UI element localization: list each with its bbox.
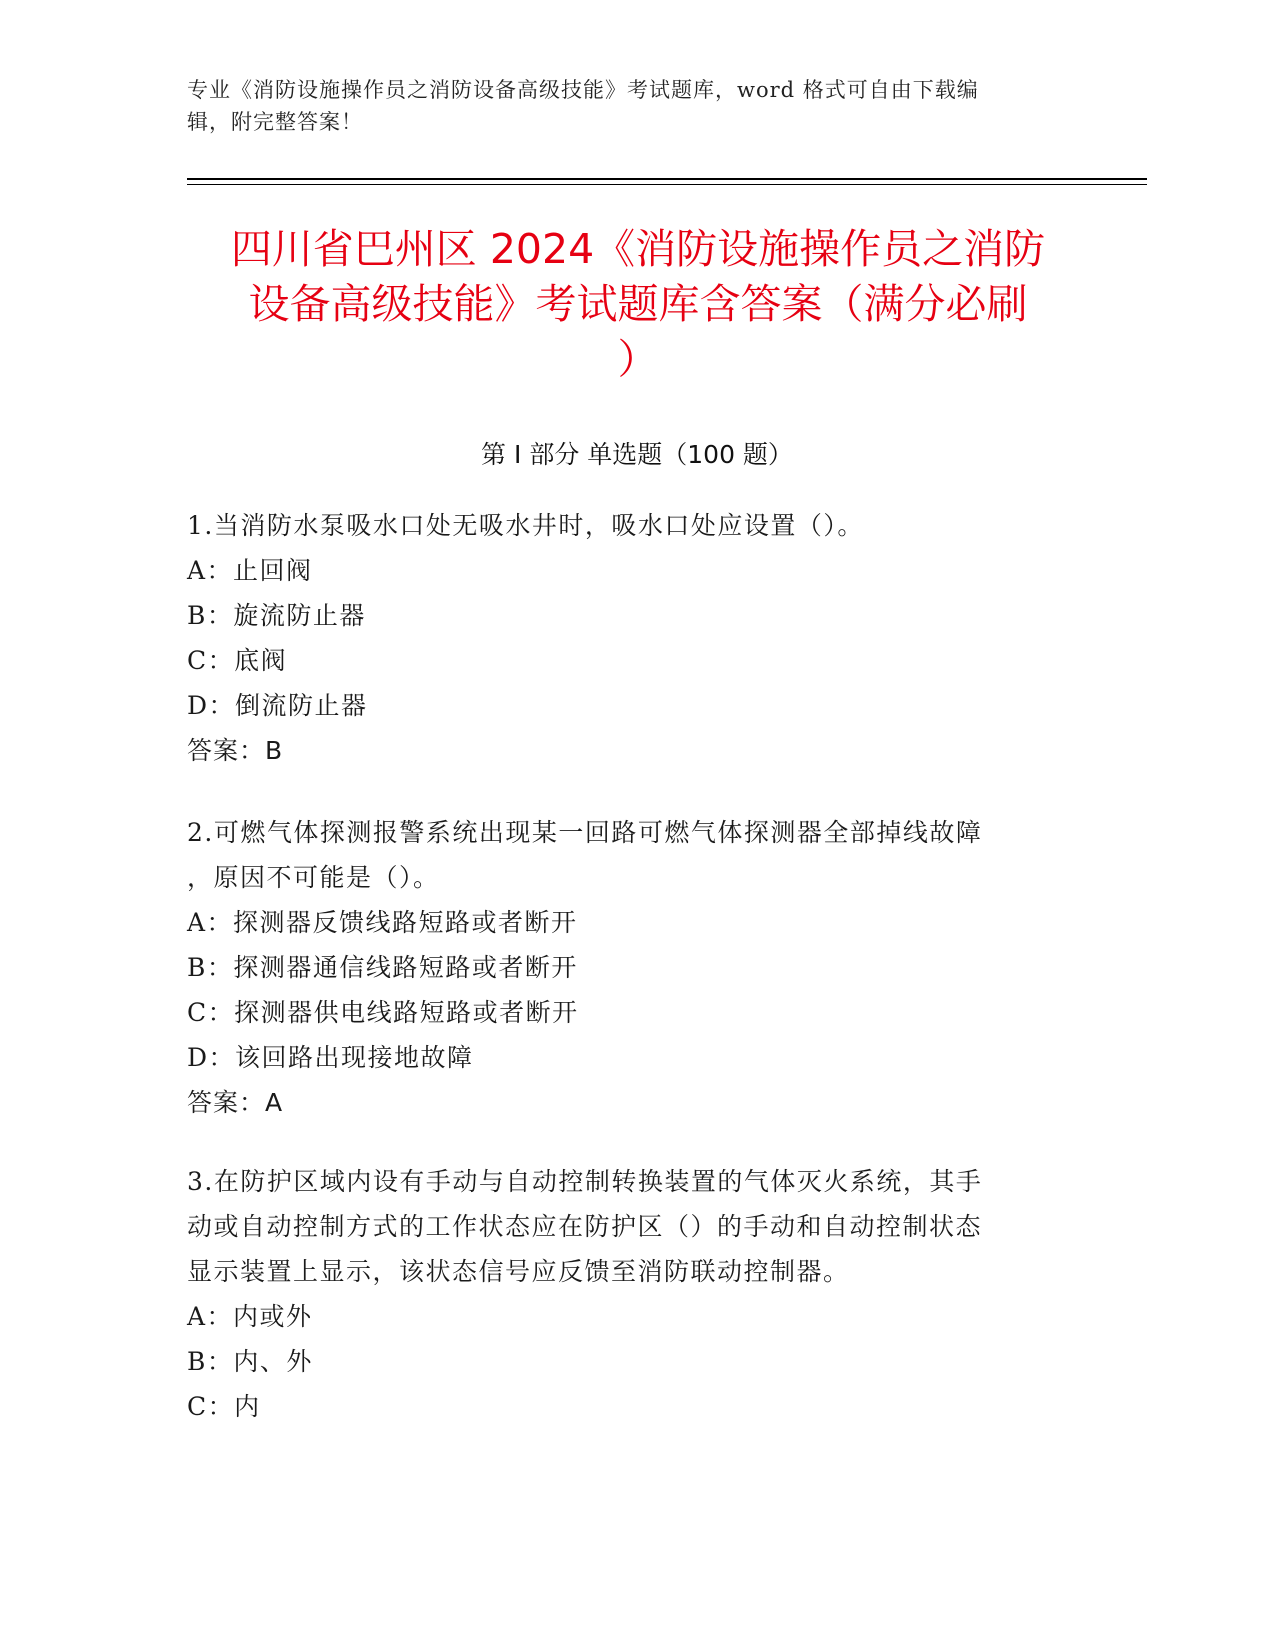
- option-a: A：内或外: [187, 1302, 313, 1331]
- question-text-line-2: 动或自动控制方式的工作状态应在防护区（）的手动和自动控制状态: [187, 1212, 983, 1241]
- answer: 答案：B: [187, 736, 284, 765]
- option-d: D：该回路出现接地故障: [187, 1043, 474, 1072]
- question-text: 1.当消防水泵吸水口处无吸水井时，吸水口处应设置（）。: [187, 511, 864, 540]
- document-title-line-1: 四川省巴州区 2024《消防设施操作员之消防: [230, 225, 1046, 273]
- question-text-line-1: 2.可燃气体探测报警系统出现某一回路可燃气体探测器全部掉线故障: [187, 818, 983, 847]
- question-3: [187, 1159, 1067, 1429]
- header-divider-thick: [187, 178, 1147, 180]
- header-note: [187, 74, 1067, 138]
- option-c: C：探测器供电线路短路或者断开: [187, 998, 579, 1027]
- option-c: C：内: [187, 1392, 261, 1421]
- question-text-line-1: 3.在防护区域内设有手动与自动控制转换装置的气体灭火系统，其手: [187, 1167, 983, 1196]
- header-note-line-1: 专业《消防设施操作员之消防设备高级技能》考试题库，word 格式可自由下载编: [187, 78, 979, 102]
- option-a: A：止回阀: [187, 556, 313, 585]
- header-divider-thin: [187, 184, 1147, 185]
- header-note-line-2: 辑，附完整答案！: [187, 110, 363, 134]
- question-1: [187, 503, 1067, 773]
- section-heading: 第 I 部分 单选题（100 题）: [481, 440, 793, 469]
- option-b: B：内、外: [187, 1347, 313, 1376]
- question-2: [187, 810, 1067, 1125]
- document-title: [170, 222, 1106, 387]
- question-text-line-3: 显示装置上显示，该状态信号应反馈至消防联动控制器。: [187, 1257, 850, 1286]
- option-b: B：旋流防止器: [187, 601, 366, 630]
- option-b: B：探测器通信线路短路或者断开: [187, 953, 578, 982]
- option-c: C：底阀: [187, 646, 288, 675]
- document-title-line-2: 设备高级技能》考试题库含答案（满分必刷: [248, 280, 1028, 328]
- option-d: D：倒流防止器: [187, 691, 368, 720]
- answer: 答案：A: [187, 1088, 284, 1117]
- document-title-line-3: ）: [617, 335, 659, 383]
- question-text-line-2: ，原因不可能是（）。: [187, 863, 440, 892]
- option-a: A：探测器反馈线路短路或者断开: [187, 908, 578, 937]
